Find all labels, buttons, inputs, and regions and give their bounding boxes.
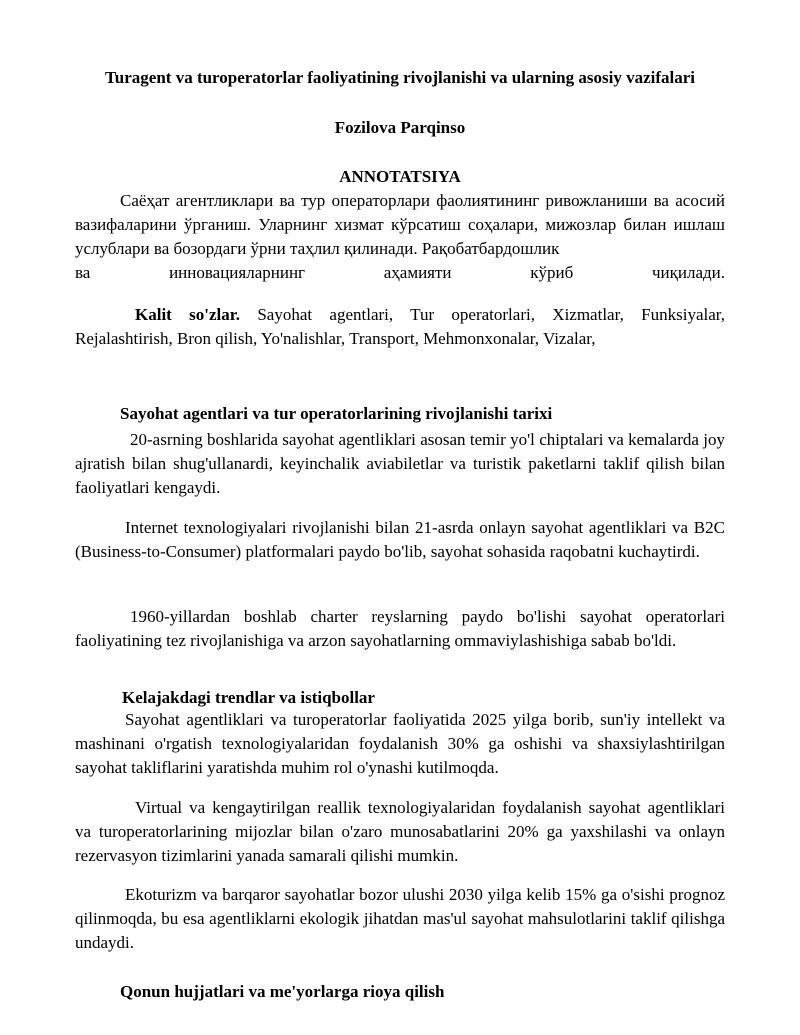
document-title: Turagent va turoperatorlar faoliyatining rivojlanishi va ularning asosiy vazifalari: [105, 68, 695, 87]
section-heading-compliance: Qonun hujjatlari va me'yorlarga rioya qilish: [120, 982, 445, 1001]
trends-paragraph-3: Ekoturizm va barqaror sayohatlar bozor ulushi 2030 yilga kelib 15% ga o'sishi prognoz qilinmoqda, bu esa agentliklarni ekologik jihatdan mas'ul sayohat mahsulotlarini taklif qilishga undaydi.: [75, 885, 725, 952]
history-paragraph-1: 20-asrning boshlarida sayohat agentliklari asosan temir yo'l chiptalari va kemalarda joy ajratish bilan shug'ullanardi, keyinchalik aviabiletlar va turistik paketlarni taklif qilish bilan faoliyatlari kengaydi.: [75, 430, 725, 497]
trends-paragraph-1: Sayohat agentliklari va turoperatorlar faoliyatida 2025 yilga borib, sun'iy intellekt va mashinani o'rgatish texnologiyalaridan foydalanish 30% ga oshishi va shaxsiylashtirilgan sayohat takliflarini yaratishda muhim rol o'ynashi kutilmoqda.: [75, 710, 725, 777]
annotation-text: [75, 189, 725, 261]
section-heading-trends: Kelajakdagi trendlar va istiqbollar: [122, 688, 375, 707]
annotation-heading: ANNOTATSIYA: [339, 167, 461, 186]
keywords-text: Sayohat agentlari, Tur operatorlari, Xizmatlar, Funksiyalar, Rejalashtirish, Bron qilish, Yo'nalishlar, Transport, Mehmonxonalar, Vizalar,: [75, 305, 725, 348]
history-paragraph-3: 1960-yillardan boshlab charter reyslarning paydo bo'lishi sayohat operatorlari faoliyatining tez rivojlanishiga va arzon sayohatlarning ommaviylashishiga sabab bo'ldi.: [75, 607, 725, 650]
section-heading-history: Sayohat agentlari va tur operatorlarining rivojlanishi tarixi: [120, 404, 553, 423]
author-name: Fozilova Parqinso: [334, 118, 466, 137]
keywords-paragraph: [75, 303, 725, 351]
annotation-text-main: Саёҳат агентликлари ва тур операторлари фаолиятининг ривожланиши ва асосий вазифаларини ўрганиш. Уларнинг хизмат кўрсатиш соҳалари, мижозлар билан ишлаш услублари ва бозордаги ўрни таҳлил қилинади. Рақобатбардошлик: [75, 191, 725, 258]
history-paragraph-2: Internet texnologiyalari rivojlanishi bilan 21-asrda onlayn sayohat agentliklari va B2C (Business-to-Consumer) platformalari paydo bo'lib, sayohat sohasida raqobatni kuchaytirdi.: [75, 518, 725, 561]
keywords-label: Kalit so'zlar.: [135, 305, 240, 324]
annotation-text-last-line: ва инновацияларнинг аҳамияти кўриб чиқилади.: [75, 263, 725, 282]
trends-paragraph-2: Virtual va kengaytirilgan reallik texnologiyalaridan foydalanish sayohat agentliklari va turoperatorlarining mijozlar bilan o'zaro munosabatlarini 20% ga yaxshilashi va onlayn rezervasyon tizimlarini yanada samarali qilishi mumkin.: [75, 798, 725, 865]
